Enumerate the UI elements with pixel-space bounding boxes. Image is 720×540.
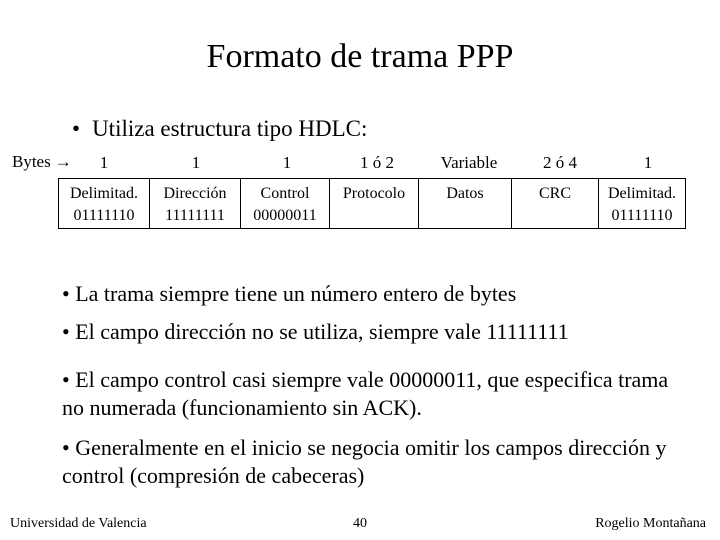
right-arrow-icon: → bbox=[54, 152, 72, 171]
bullet-paragraph: • La trama siempre tiene un número entero de bytes bbox=[62, 281, 517, 306]
field-name: Protocolo bbox=[342, 185, 406, 202]
field-name: Delimitad. bbox=[70, 185, 138, 202]
intro-line bbox=[72, 116, 367, 142]
field-name: Control bbox=[260, 185, 310, 202]
field-flag-start bbox=[58, 178, 150, 229]
field-control bbox=[240, 178, 330, 229]
field-value: 00000011 bbox=[253, 207, 317, 224]
field-value: 01111110 bbox=[73, 207, 135, 224]
ppp-frame-diagram bbox=[58, 148, 692, 229]
slide-title: Formato de trama PPP bbox=[206, 38, 514, 75]
page-number: 40 bbox=[353, 516, 367, 531]
footer-author: Rogelio Montañana bbox=[595, 516, 706, 531]
bullet-paragraph: • El campo dirección no se utiliza, siempre vale 11111111 bbox=[62, 319, 569, 344]
byte-count: 2 ó 4 bbox=[543, 153, 577, 172]
byte-count: 1 ó 2 bbox=[360, 153, 394, 172]
byte-count: 1 bbox=[643, 153, 653, 172]
field-flag-end bbox=[598, 178, 686, 229]
field-name: CRC bbox=[538, 185, 571, 202]
byte-count: Variable bbox=[440, 153, 498, 172]
field-protocol bbox=[329, 178, 419, 229]
byte-count: 1 bbox=[191, 153, 201, 172]
intro-text: Utiliza estructura tipo HDLC: bbox=[92, 116, 368, 141]
field-data bbox=[418, 178, 512, 229]
field-name: Delimitad. bbox=[608, 185, 676, 202]
bullet-paragraph: • Generalmente en el inicio se negocia omitir los campos dirección y control (compresión de cabeceras) bbox=[62, 435, 667, 488]
byte-count-row bbox=[58, 148, 692, 178]
field-row bbox=[58, 178, 692, 229]
field-name: Dirección bbox=[163, 185, 227, 202]
field-address bbox=[149, 178, 241, 229]
field-crc bbox=[511, 178, 599, 229]
byte-count: 1 bbox=[282, 153, 292, 172]
intro-bullet: • bbox=[72, 116, 81, 141]
field-value: 01111110 bbox=[611, 207, 673, 224]
bullet-paragraph: • El campo control casi siempre vale 00000011, que especifica trama no numerada (funcionamiento sin ACK). bbox=[62, 367, 669, 420]
footer-institution: Universidad de Valencia bbox=[10, 516, 147, 531]
byte-count: 1 bbox=[99, 153, 109, 172]
bytes-label-text: Bytes bbox=[12, 152, 51, 171]
field-name: Datos bbox=[446, 185, 484, 202]
field-value: 11111111 bbox=[165, 207, 225, 224]
